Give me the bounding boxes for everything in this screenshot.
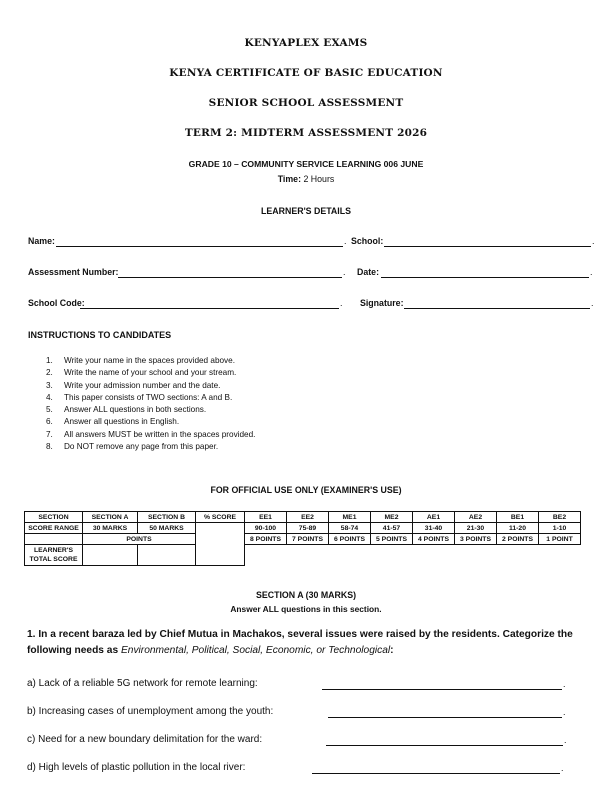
school-code-dot: . [340,298,343,308]
answer-1a-dot: . [563,679,566,689]
signature-label: Signature: [360,298,404,308]
score-table-cell: SECTION A [83,512,138,523]
question-1b-text: b) Increasing cases of unemployment among the youth: [27,706,274,717]
instruction-text: This paper consists of TWO sections: A and B. [64,392,233,402]
signature-field[interactable] [404,308,590,309]
instruction-item [46,404,255,416]
instruction-number: 2. [46,368,53,378]
instruction-item [46,367,255,379]
score-table-cell: 7 POINTS [287,534,329,545]
answer-1b-line[interactable] [328,717,562,718]
instruction-number: 3. [46,380,53,390]
score-table-cell: SECTION [25,512,83,523]
score-table-cell: 2 POINTS [497,534,539,545]
score-table-cell: 58-74 [329,523,371,534]
instruction-number: 5. [46,405,53,415]
question-1c-text: c) Need for a new boundary delimitation for the ward: [27,734,263,745]
score-table-cell: AE1 [413,512,455,523]
score-table-cell: 11-20 [497,523,539,534]
instruction-number: 7. [46,429,53,439]
score-table-header-row [25,512,581,523]
empty-cell [497,545,539,566]
question-1a [27,678,258,689]
assessment-title: SENIOR SCHOOL ASSESSMENT [208,97,404,109]
instruction-item [46,355,255,367]
question-1-categories: Environmental, Political, Social, Economic, or Technological [120,644,391,656]
school-field[interactable] [384,246,591,247]
school-code-label: School Code: [28,298,85,308]
instruction-text: Do NOT remove any page from this paper. [64,442,219,452]
answer-1a-line[interactable] [322,689,562,690]
score-table-cell: 1-10 [539,523,581,534]
score-table-cell: 3 POINTS [455,534,497,545]
score-table-cell: AE2 [455,512,497,523]
instruction-number: 4. [46,392,53,402]
time-label: Time: [277,174,302,184]
answer-1c-dot: . [564,735,567,745]
name-dot: . [344,236,347,246]
time-line [0,174,612,184]
empty-cell [329,545,371,566]
instruction-number: 8. [46,442,53,452]
instruction-item [46,441,255,453]
name-field[interactable] [56,246,343,247]
section-b-total-cell[interactable] [138,545,196,566]
score-table-cell: % SCORE [196,512,245,523]
total-score-label-cell: LEARNER'S TOTAL SCORE [25,545,83,566]
score-table-cell: EE2 [287,512,329,523]
empty-cell [371,545,413,566]
section-a-title: SECTION A (30 MARKS) [255,590,357,600]
question-1c [27,734,262,745]
score-table-cell: 50 MARKS [138,523,196,534]
question-1d [27,762,245,773]
instructions-list [46,355,255,453]
instruction-item [46,416,255,428]
empty-cell [455,545,497,566]
score-table-cell: 41-57 [371,523,413,534]
question-1b [27,706,273,717]
empty-cell [539,545,581,566]
score-table-cell: 8 POINTS [245,534,287,545]
instruction-text: Write your admission number and the date. [64,380,221,390]
score-table-cell: BE2 [539,512,581,523]
score-table-cell: 5 POINTS [371,534,413,545]
empty-cell [287,545,329,566]
points-label-cell: POINTS [83,534,196,545]
subject-line: GRADE 10 – COMMUNITY SERVICE LEARNING 006 JUNE [188,159,424,169]
points-row [25,534,581,545]
date-label: Date: [357,267,379,277]
answer-1d-dot: . [561,763,564,773]
score-table-cell [25,534,83,545]
instruction-item [46,429,255,441]
signature-dot: . [591,298,594,308]
score-table-cell: 90-100 [245,523,287,534]
score-table [24,511,581,566]
question-1-colon: : [390,644,394,656]
score-table-cell: ME2 [371,512,413,523]
answer-1b-dot: . [563,707,566,717]
date-dot: . [590,267,593,277]
answer-1d-line[interactable] [312,773,560,774]
section-a-total-cell[interactable] [83,545,138,566]
question-1d-text: d) High levels of plastic pollution in the local river: [27,762,246,773]
score-table-cell: 30 MARKS [83,523,138,534]
instruction-item [46,380,255,392]
score-table-cell: ME1 [329,512,371,523]
time-value: 2 Hours [303,174,335,184]
learner-details-title: LEARNER'S DETAILS [261,206,351,216]
section-a-instruction: Answer ALL questions in this section. [230,604,382,614]
instruction-text: Answer all questions in English. [64,417,180,427]
term-title: TERM 2: MIDTERM ASSESSMENT 2026 [184,127,428,139]
instruction-number: 1. [46,356,53,365]
score-table-cell: 4 POINTS [413,534,455,545]
score-table-cell: 6 POINTS [329,534,371,545]
instructions-title: INSTRUCTIONS TO CANDIDATES [28,330,172,340]
question-1-text: 1. In a recent baraza led by Chief Mutua in Machakos, several issues were raised by the residents. Categorize the following needs as [27,629,573,656]
score-table-cell: 1 POINT [539,534,581,545]
name-label: Name: [28,236,55,246]
answer-1c-line[interactable] [326,745,563,746]
school-code-field[interactable] [80,308,339,309]
official-use-title: FOR OFFICIAL USE ONLY (EXAMINER'S USE) [210,485,402,495]
score-table-cell: SCORE RANGE [25,523,83,534]
assessment-number-dot: . [343,267,346,277]
score-range-row [25,523,581,534]
score-table-cell: 31-40 [413,523,455,534]
empty-cell [413,545,455,566]
instruction-text: Write the name of your school and your stream. [64,368,237,378]
school-dot: . [592,236,595,246]
score-table-cell: 21-30 [455,523,497,534]
assessment-number-field[interactable] [118,277,342,278]
instruction-item [46,392,255,404]
certificate-title: KENYA CERTIFICATE OF BASIC EDUCATION [169,67,443,79]
instruction-text: Answer ALL questions in both sections. [64,405,207,415]
total-score-row [25,545,581,566]
instruction-text: Write your name in the spaces provided above. [64,356,235,365]
empty-cell [245,545,287,566]
question-1-stem [27,627,607,658]
instruction-number: 6. [46,417,53,427]
exam-body-title: KENYAPLEX EXAMS [244,37,368,49]
score-table-cell: SECTION B [138,512,196,523]
instruction-text: All answers MUST be written in the spaces provided. [64,429,256,439]
school-label: School: [351,236,384,246]
question-1a-text: a) Lack of a reliable 5G network for remote learning: [27,678,258,689]
date-field[interactable] [381,277,589,278]
assessment-number-label: Assessment Number: [28,267,119,277]
percent-score-cell[interactable] [196,523,245,566]
score-table-cell: 75-89 [287,523,329,534]
score-table-cell: BE1 [497,512,539,523]
score-table-cell: EE1 [245,512,287,523]
